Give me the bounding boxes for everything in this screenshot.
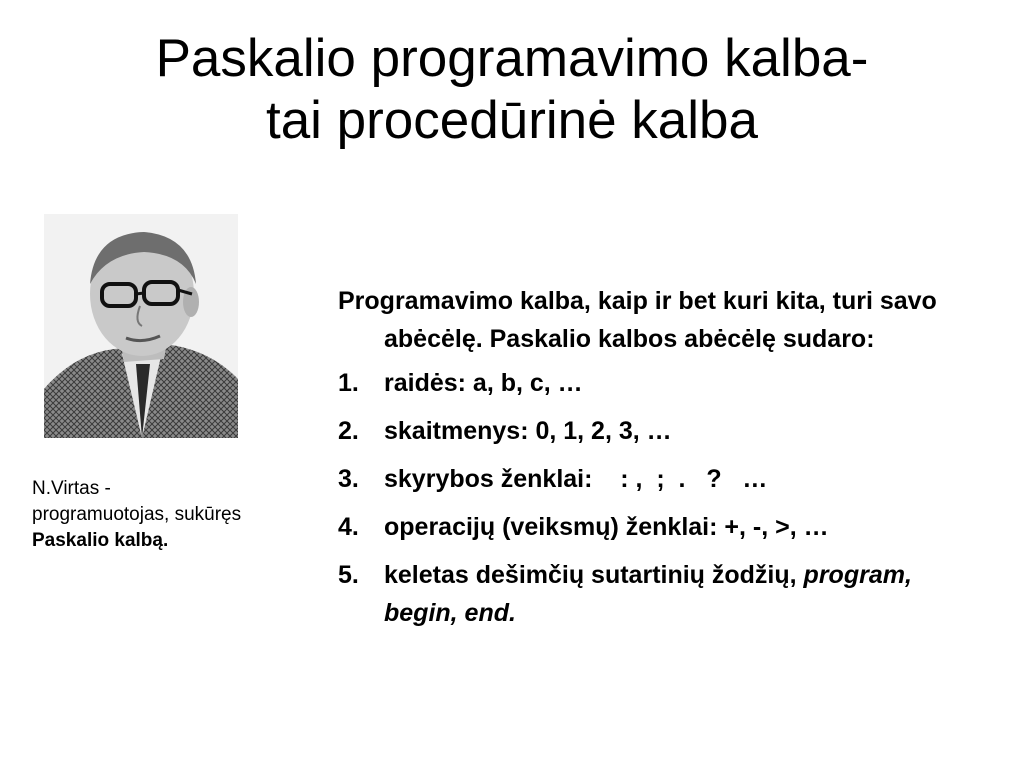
list-number: 1. [338,369,359,397]
list-item [338,508,978,546]
list-text: skyrybos ženklai: : , ; . ? … [384,465,768,493]
list-number: 3. [338,465,359,493]
caption-text: N.Virtas - programuotojas, sukūręs [32,478,242,525]
list-item [338,364,978,402]
list-item [338,460,978,498]
list-item [338,412,978,450]
list-number: 2. [338,417,359,445]
intro-paragraph: Programavimo kalba, kaip ir bet kuri kita, turi savo abėcėlę. Paskalio kalbos abėcėlę sudaro: [338,287,937,353]
slide-title [40,28,984,152]
caption-bold: Paskalio kalbą. [32,530,169,551]
list-number: 5. [338,561,359,589]
list-text: skaitmenys: 0, 1, 2, 3, … [384,417,672,445]
portrait-photo [44,214,238,438]
photo-caption [32,476,252,554]
list-text: keletas dešimčių sutartinių žodžių, [384,561,804,589]
list-item [338,556,978,632]
title-line-2: tai procedūrinė kalba [265,91,759,150]
list-text-italic: program, begin, end. [384,561,912,627]
list-text: operacijų (veiksmų) ženklai: +, -, >, … [384,513,829,541]
title-line-1: Paskalio programavimo kalba- [155,29,869,88]
list-text: raidės: a, b, c, … [384,369,583,397]
alphabet-list [338,364,978,632]
content-body [338,282,978,642]
list-number: 4. [338,513,359,541]
